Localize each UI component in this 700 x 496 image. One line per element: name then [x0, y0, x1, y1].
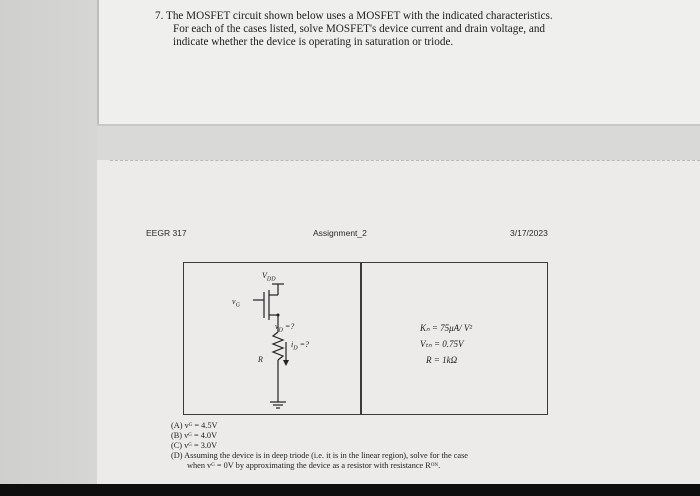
mosfet-parameters: [420, 320, 530, 368]
id-label: $i_D$ =?: [291, 340, 309, 352]
r-label: R: [258, 355, 263, 364]
course-code: EEGR 317: [146, 228, 187, 238]
background-left: [0, 0, 97, 496]
dotted-separator: [110, 160, 700, 161]
question-line-1: 7. The MOSFET circuit shown below uses a MOSFET with the indicated characteristics.: [155, 10, 553, 22]
case-b: (B) vᴳ = 4.0V: [171, 431, 218, 440]
case-list: [171, 421, 591, 471]
case-d-line-1: (D) Assuming the device is in deep triode (i.e. it is in the linear region), solve for the case: [171, 451, 468, 460]
case-d-line-2: when vᴳ = 0V by approximating the device as a resistor with resistance Rᴼᴺ.: [187, 461, 441, 470]
question-line-2: For each of the cases listed, solve MOSFET's device current and drain voltage, and: [173, 23, 546, 35]
page-divider: [97, 124, 700, 126]
vtn-param: Vₜₙ = 0.75V: [420, 339, 464, 349]
assignment-title: Assignment_2: [313, 228, 367, 238]
page-edge: [97, 0, 99, 125]
mosfet-circuit: [183, 262, 361, 415]
bottom-edge: [0, 484, 700, 496]
vd-label: $v_D$ =?: [275, 322, 295, 334]
case-a: (A) vᴳ = 4.5V: [171, 421, 218, 430]
case-c: (C) vᴳ = 3.0V: [171, 441, 218, 450]
kp-param: Kₙ = 75μA/ V²: [420, 323, 473, 333]
assignment-date: 3/17/2023: [510, 228, 548, 238]
vdd-label: $V_{DD}$: [262, 271, 276, 283]
r-param: R = 1kΩ: [426, 355, 458, 365]
question-line-3: indicate whether the device is operating in saturation or triode.: [173, 36, 454, 48]
question-text: [155, 10, 615, 49]
vg-label: $v_G$: [232, 297, 240, 309]
